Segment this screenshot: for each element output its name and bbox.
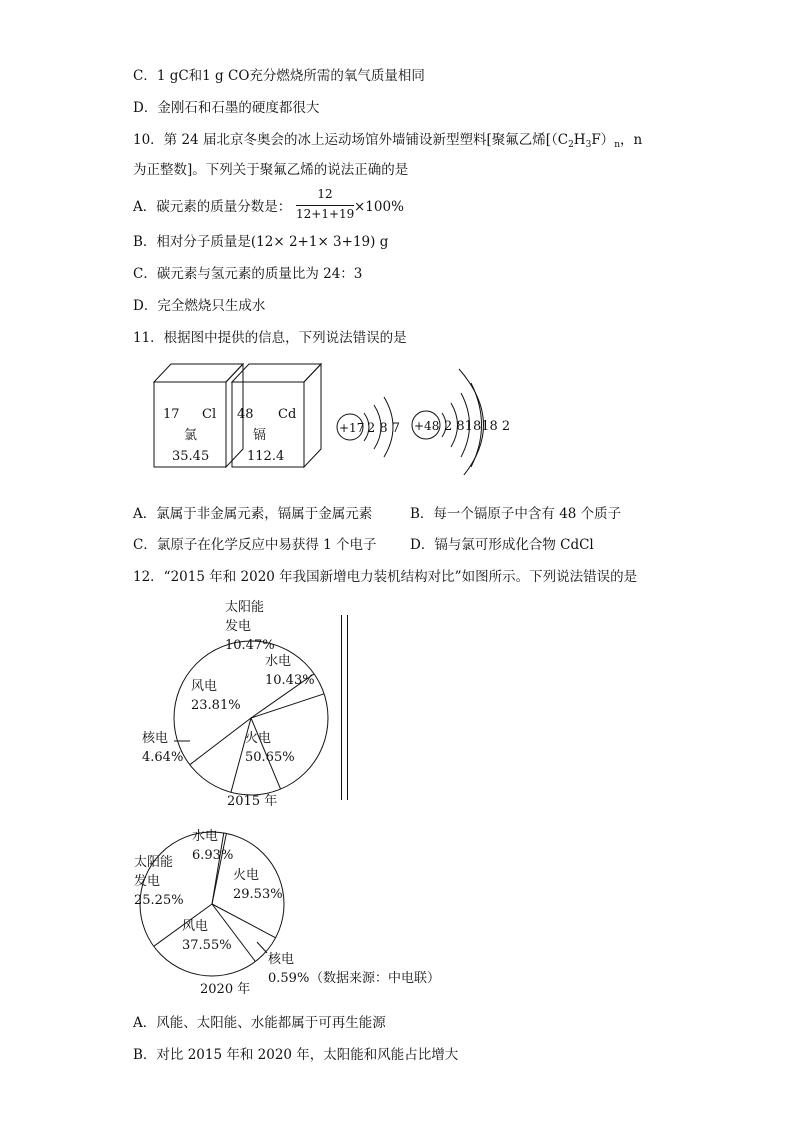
cl-name: 氯 [184, 428, 198, 443]
slice-label-水电-1: 10.43% [265, 673, 315, 688]
q10-option-a-fraction-bar [296, 205, 354, 206]
q10-option-a-prefix: A．碳元素的质量分数是： [133, 199, 292, 215]
q9-option-c: C．1 gC和1 g CO充分燃烧所需的氧气质量相同 [133, 68, 425, 84]
slice-label-核电-0: 核电 [268, 952, 295, 967]
pie-chart-2020 [130, 820, 460, 1000]
q12-stem: 12．“2015 年和 2020 年我国新增电力装机结构对比”如图所示。下列说法错误的是 [133, 569, 638, 585]
slice-label-核电-0: 核电 [142, 731, 169, 746]
q10-option-a-numerator: 12 [317, 187, 333, 201]
slice-label-风电-0: 风电 [191, 679, 218, 694]
q10-option-c: C．碳元素与氢元素的质量比为 24：3 [133, 266, 363, 282]
cd-symbol: Cd [278, 407, 297, 422]
q10-stem-sub2: 3 [585, 140, 592, 150]
cd-name: 镉 [253, 428, 267, 443]
cl-shell-electrons: 2 8 7 [367, 421, 401, 436]
slice-label-水电-0: 水电 [192, 829, 219, 844]
q12-option-a: A．风能、太阳能、水能都属于可再生能源 [133, 1015, 386, 1031]
q10-option-a-denominator: 12+1+19 [296, 207, 355, 221]
cd-atomic-mass: 112.4 [247, 449, 285, 464]
cl-symbol: Cl [202, 407, 217, 422]
slice-label-核电-1: 0.59% [268, 971, 310, 986]
q11-option-b: B．每一个镉原子中含有 48 个质子 [410, 506, 622, 522]
q10-option-a-suffix: ×100% [354, 199, 404, 215]
slice-label-水电-1: 6.93% [192, 848, 234, 863]
slice-label-太阳能发电-0: 太阳能 [134, 855, 174, 870]
cd-shell-electrons: 2 81818 2 [444, 419, 511, 434]
q10-stem-sub3: n [614, 140, 620, 150]
q10-stem-b: H [573, 132, 586, 148]
q10-option-b: B．相对分子质量是(12× 2+1× 3+19) g [133, 234, 389, 250]
slice-label-火电-1: 29.53% [233, 887, 283, 902]
slice-label-太阳能发电-1: 发电 [134, 874, 161, 889]
q11-option-d: D．镉与氯可形成化合物 CdCl [410, 537, 594, 553]
pie-title: 2015 年 [227, 794, 278, 809]
q11-option-c: C．氯原子在化学反应中易获得 1 个电子 [133, 537, 377, 553]
slice-label-风电-1: 37.55% [182, 938, 232, 953]
cl-atomic-number: 17 [163, 407, 180, 422]
slice-label-太阳能发电-2: 25.25% [134, 893, 184, 908]
pie-title: 2020 年 [200, 982, 251, 997]
cd-nucleus-charge: +48 [414, 419, 440, 433]
slice-label-火电-0: 火电 [245, 731, 272, 746]
q10-stem-d: ，n [619, 132, 643, 148]
slice-label-太阳能发电-2: 10.47% [225, 638, 275, 653]
q11-stem: 11．根据图中提供的信息，下列说法错误的是 [133, 330, 407, 346]
slice-label-水电-0: 水电 [265, 654, 292, 669]
q9-option-d: D．金刚石和石墨的硬度都很大 [133, 100, 320, 116]
cl-nucleus-charge: +17 [339, 421, 365, 435]
q10-stem-a: 10．第 24 届北京冬奥会的冰上运动场馆外墙铺设新型塑料[聚氟乙烯[（C [133, 132, 569, 148]
q10-option-d: D．完全燃烧只生成水 [133, 298, 266, 314]
chart-separator-2 [347, 615, 348, 800]
data-source-note: （数据来源：中电联） [310, 971, 441, 986]
slice-label-太阳能发电-1: 发电 [225, 619, 252, 634]
q11-option-a: A．氯属于非金属元素，镉属于金属元素 [133, 506, 373, 522]
slice-label-风电-1: 23.81% [191, 698, 241, 713]
q10-stem-line2: 为正整数]。下列关于聚氟乙烯的说法正确的是 [133, 162, 409, 178]
q11-figure [130, 355, 520, 475]
cl-atomic-mass: 35.45 [172, 449, 210, 464]
q12-option-b: B．对比 2015 年和 2020 年，太阳能和风能占比增大 [133, 1047, 459, 1063]
slice-label-核电-1: 4.64% [142, 750, 184, 765]
q10-stem-c: F） [591, 132, 615, 148]
slice-label-火电-0: 火电 [233, 868, 260, 883]
pie-chart-2015 [130, 595, 360, 815]
slice-label-风电-0: 风电 [182, 919, 209, 934]
q10-stem [133, 130, 642, 155]
slice-label-火电-1: 50.65% [245, 750, 295, 765]
cd-atomic-number: 48 [237, 407, 254, 422]
chart-separator [341, 615, 342, 800]
slice-label-太阳能发电-0: 太阳能 [225, 600, 265, 615]
q10-stem-sub1: 2 [568, 140, 574, 150]
